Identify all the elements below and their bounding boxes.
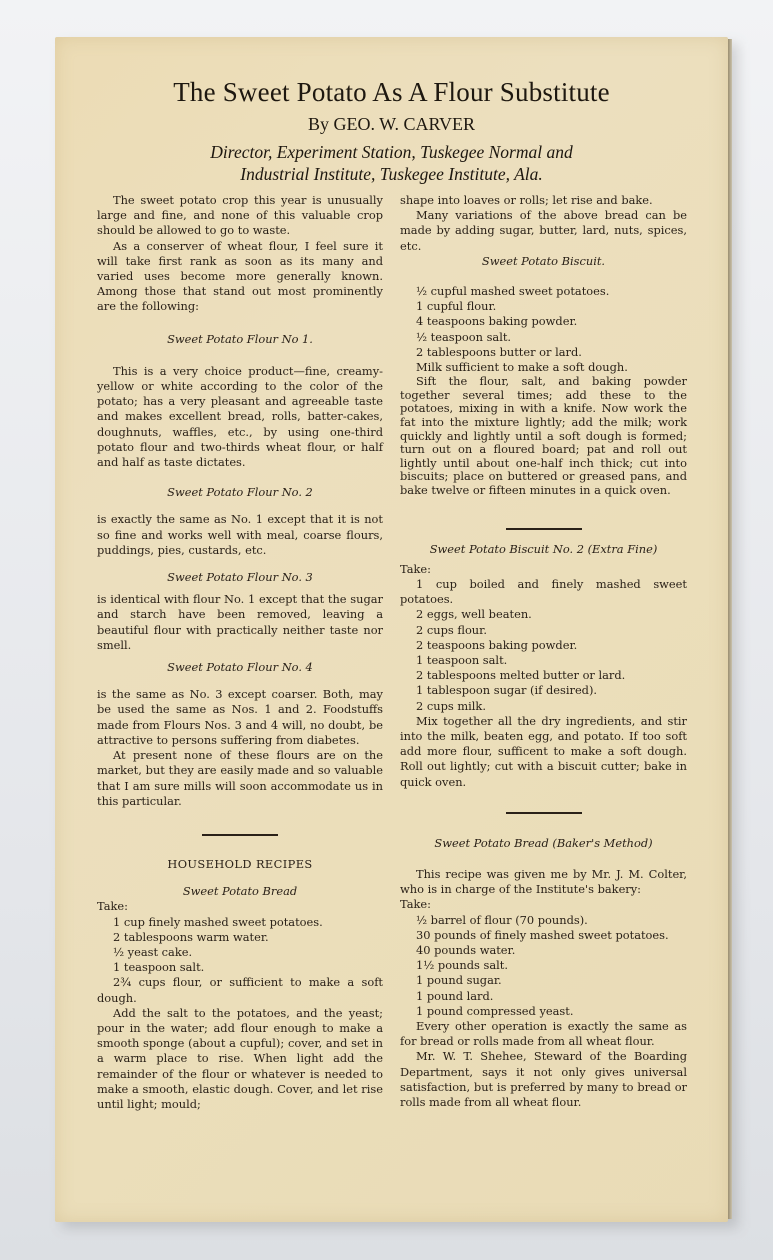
ingredient-item: Milk sufficient to make a soft dough.	[416, 360, 628, 375]
section-heading: Sweet Potato Flour No. 3	[167, 570, 313, 585]
section-paragraph: This is a very choice product—fine, creamy-yellow or white according to the color of the potato; has a very pleasant and agreeable taste and makes excellent bread, rolls, batter-cakes, doughnuts, waffles, etc., by using one-third potato flour and two-thirds wheat flour, or half and half as taste dictates.	[97, 363, 383, 470]
ingredient-item: 40 pounds water.	[416, 943, 516, 958]
recipe-heading: Sweet Potato Biscuit.	[481, 253, 606, 268]
affiliation-line-1: Director, Experiment Station, Tuskegee Normal and	[210, 142, 573, 162]
ingredient-item: 1 cup finely mashed sweet potatoes.	[113, 914, 323, 929]
document-page	[55, 37, 728, 1222]
ingredient-item: 2 tablespoons melted butter or lard.	[416, 668, 626, 683]
left-column	[97, 193, 383, 1112]
recipe-heading: Sweet Potato Bread (Baker's Method)	[434, 835, 653, 850]
section-paragraph: Many variations of the above bread can be made by adding sugar, butter, lard, nuts, spices, etc.	[400, 208, 687, 253]
section-paragraph: Mr. W. T. Shehee, Steward of the Boarding Department, says it not only gives universal satisfaction, but is preferred by many to bread or rolls made from all wheat flour.	[400, 1049, 687, 1110]
take-label: Take:	[400, 561, 431, 576]
section-heading: Sweet Potato Flour No 1.	[167, 331, 313, 346]
ingredient-item: 1 pound sugar.	[416, 973, 502, 988]
recipe-method: shape into loaves or rolls; let rise and bake.	[400, 193, 653, 207]
recipe-method: Mix together all the dry ingredients, and stir into the milk, beaten egg, and potato. If too soft add more flour, sufficent to make a soft dough. Roll out lightly; cut with a biscuit cutter; bake in quick oven.	[400, 713, 687, 789]
take-label: Take:	[97, 899, 128, 914]
section-paragraph: This recipe was given me by Mr. J. M. Colter, who is in charge of the Institute's bakery:	[400, 867, 687, 897]
take-label: Take:	[400, 897, 431, 912]
recipe-method: Add the salt to the potatoes, and the yeast; pour in the water; add flour enough to make a smooth sponge (about a cupful); cover, and set in a warm place to rise. When light add the remainder of the flour or whatever is needed to make a smooth, elastic dough. Cover, and let rise until light; mould;	[97, 1005, 383, 1111]
ingredient-item: 2 cups flour.	[416, 622, 487, 637]
ingredient-item: 2 tablespoons butter or lard.	[416, 344, 582, 359]
section-paragraph: is exactly the same as No. 1 except that it is not so fine and works well with meal, coarse flours, puddings, pies, custards, etc.	[97, 512, 383, 557]
ingredient-item: ½ teaspoon salt.	[416, 329, 512, 344]
ingredient-item: 1 tablespoon sugar (if desired).	[416, 683, 598, 698]
right-column	[400, 193, 687, 1110]
ingredient-item: 2 teaspoons baking powder.	[416, 637, 578, 652]
ingredient-item: 2 cups milk.	[416, 698, 486, 713]
ingredient-item: 1 cup boiled and finely mashed sweet potatoes.	[400, 576, 687, 607]
ingredient-item: 1 teaspoon salt.	[416, 653, 508, 667]
ingredient-item: 1 cupful flour.	[416, 299, 497, 314]
section-paragraph: is identical with flour No. 1 except that the sugar and starch have been removed, leaving a beautiful flour with practically neither taste nor smell.	[97, 592, 383, 652]
section-heading: Sweet Potato Flour No. 4	[167, 660, 313, 675]
recipe-method: Sift the flour, salt, and baking powder together several times; add these to the potatoes, mixing in with a knife. Now work the fat into the mixture lightly; add the milk; work quickly and lightly until a soft dough is formed; turn out on a floured board; pat and roll out lightly until about one-half inch thick; cut into biscuits; place on buttered or greased pans, and bake twelve or fifteen minutes in a quick oven.	[400, 374, 687, 497]
recipe-heading: Sweet Potato Biscuit No. 2 (Extra Fine)	[429, 541, 658, 556]
author-byline: By GEO. W. CARVER	[307, 114, 476, 134]
section-paragraph: At present none of these flours are on the market, but they are easily made and so valuable that I am sure mills will soon accommodate us in this particular.	[97, 748, 383, 808]
ingredient-item: 2 tablespoons warm water.	[113, 929, 269, 944]
recipes-heading: HOUSEHOLD RECIPES	[167, 856, 313, 871]
ingredient-item: 1 teaspoon salt.	[113, 960, 205, 975]
section-paragraph: is the same as No. 3 except coarser. Both, may be used the same as Nos. 1 and 2. Foodstuffs made from Flours Nos. 3 and 4 will, no doubt, be attractive to persons suffering from diabetes.	[97, 687, 383, 747]
recipe-method: Every other operation is exactly the same as for bread or rolls made from all wheat flour.	[400, 1019, 687, 1049]
ingredient-item: 1½ pounds salt.	[416, 958, 508, 973]
intro-paragraph: As a conserver of wheat flour, I feel sure it will take first rank as soon as its many and varied uses become more generally known. Among those that stand out most prominently are the following:	[97, 238, 383, 314]
intro-paragraph: The sweet potato crop this year is unusually large and fine, and none of this valuable crop should be allowed to go to waste.	[97, 193, 383, 238]
ingredient-item: 2 eggs, well beaten.	[416, 607, 532, 622]
ingredient-item: 1 pound lard.	[416, 988, 494, 1003]
affiliation-line-2: Industrial Institute, Tuskegee Institute, Ala.	[240, 164, 543, 184]
document-title: The Sweet Potato As A Flour Substitute	[173, 77, 610, 107]
ingredient-item: 30 pounds of finely mashed sweet potatoes.	[416, 927, 669, 942]
recipe-heading: Sweet Potato Bread	[182, 884, 298, 899]
section-heading: Sweet Potato Flour No. 2	[167, 485, 313, 500]
ingredient-item: ½ barrel of flour (70 pounds).	[416, 912, 588, 927]
ingredient-item: ½ yeast cake.	[113, 944, 193, 959]
ingredient-item: ½ cupful mashed sweet potatoes.	[416, 284, 610, 299]
ingredient-item: 4 teaspoons baking powder.	[416, 314, 578, 329]
author-affiliation	[55, 141, 728, 185]
ingredient-item: 1 pound compressed yeast.	[416, 1003, 574, 1018]
ingredient-item: 2¾ cups flour, or sufficient to make a soft dough.	[97, 975, 383, 1005]
